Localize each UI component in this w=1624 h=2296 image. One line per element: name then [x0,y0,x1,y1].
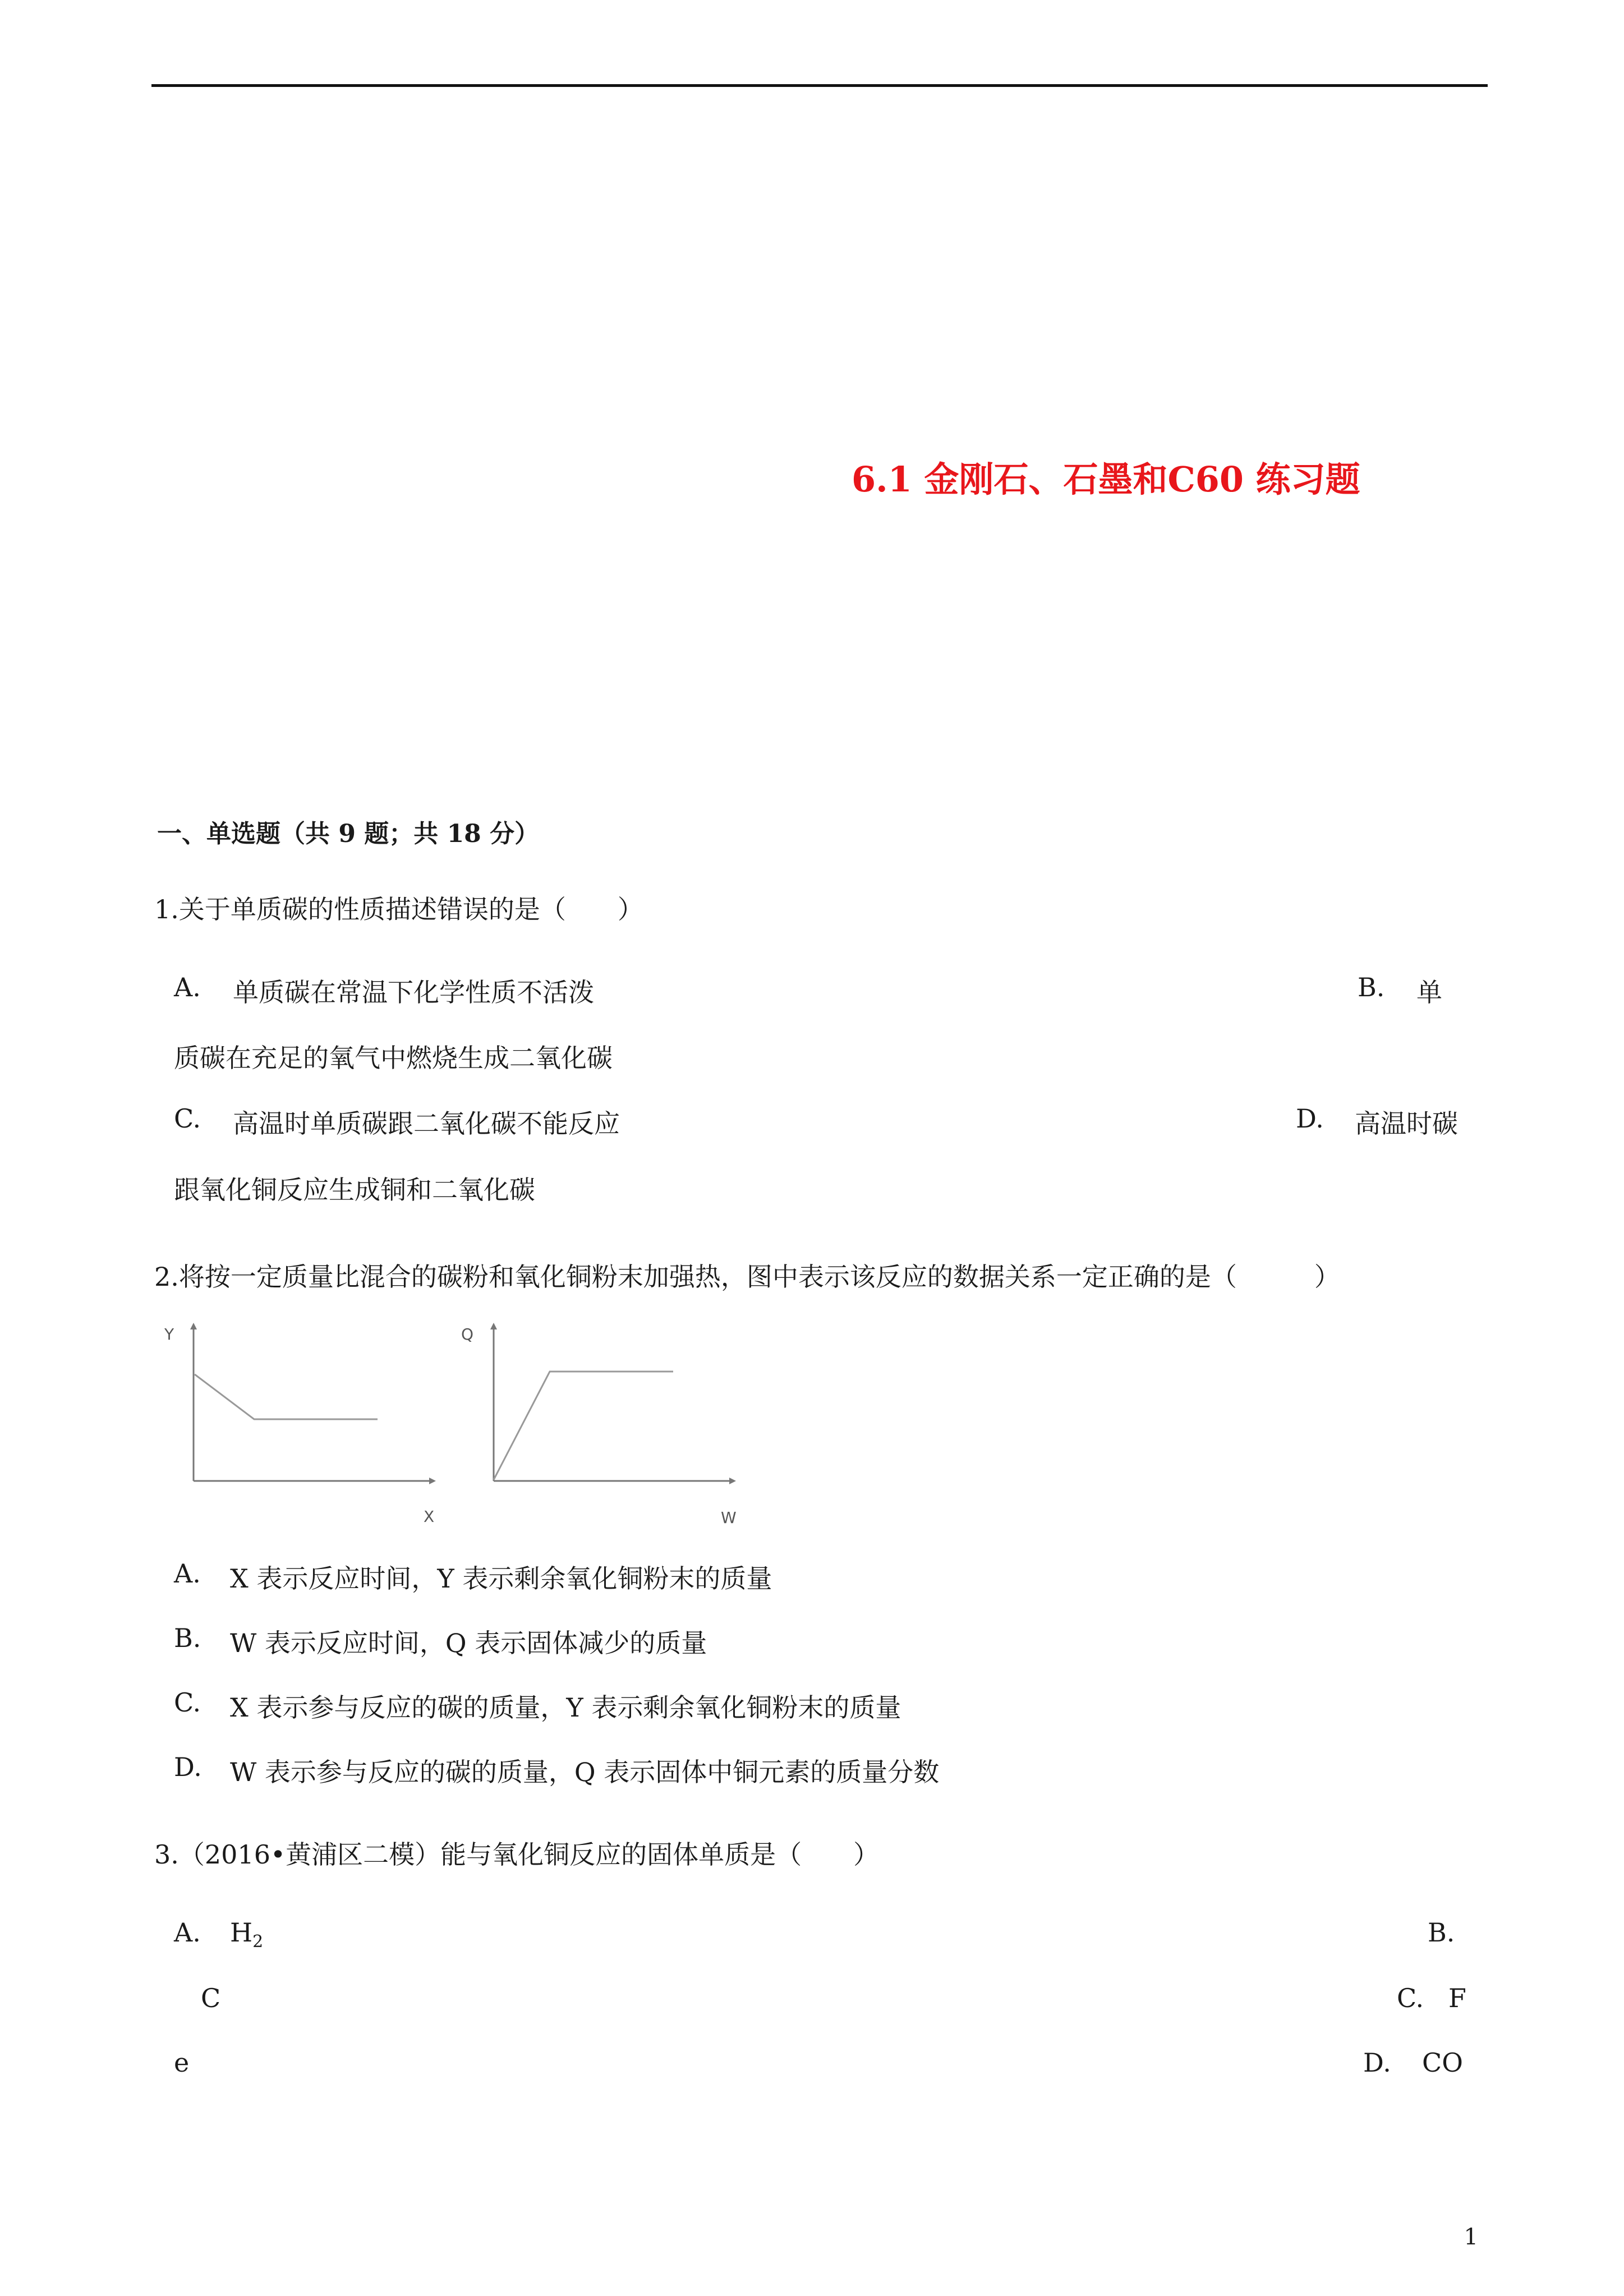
q2-option-a-letter: A. [174,1558,201,1589]
q2-option-a-text: X 表示反应时间，Y 表示剩余氧化铜粉末的质量 [230,1563,772,1594]
question-2-stem: 2.将按一定质量比混合的碳粉和氧化铜粉末加强热，图中表示该反应的数据关系一定正确的是（ ） [154,1262,1340,1292]
q2-option-c-letter: C. [174,1687,201,1718]
q2-option-d-letter: D. [174,1752,202,1782]
graph2-y-label: Q [461,1325,474,1343]
q3-option-c-letter: C. [1397,1983,1424,2013]
q3-option-b-text: C [201,1983,221,2013]
q1-option-d-text-tail: 跟氧化铜反应生成铜和二氧化碳 [174,1175,535,1205]
q1-option-b-text-tail: 质碳在充足的氧气中燃烧生成二氧化碳 [174,1043,613,1073]
graph2-x-arrow [729,1478,736,1484]
graph1-x-label: X [424,1507,435,1526]
q1-option-d-text-head: 高温时碳 [1355,1108,1458,1139]
graph-q-vs-w [454,1313,769,1537]
q1-option-b-letter: B. [1358,972,1385,1002]
section-heading: 一、单选题（共 9 题；共 18 分） [157,820,540,848]
q2-option-b-text: W 表示反应时间，Q 表示固体减少的质量 [230,1628,707,1658]
q1-option-c-letter: C. [174,1103,201,1134]
q3-option-a-subscript: 2 [252,1932,264,1952]
q3-option-c-text-head: F [1448,1983,1466,2013]
q2-option-c-text: X 表示参与反应的碳的质量，Y 表示剩余氧化铜粉末的质量 [230,1692,901,1723]
q3-option-b-letter: B. [1428,1917,1455,1948]
graph2-curve [494,1372,673,1480]
q3-option-a-text [230,1917,263,1952]
graph1-x-arrow [429,1478,436,1484]
q1-option-d-letter: D. [1296,1103,1324,1134]
q1-option-b-text-head: 单 [1416,977,1442,1007]
graph1-y-label: Y [164,1325,174,1343]
q3-option-a-letter: A. [174,1917,201,1948]
q2-option-b-letter: B. [174,1623,201,1653]
graph2-x-label: W [721,1508,737,1527]
graph2-y-arrow [490,1323,497,1329]
page-number: 1 [1464,2224,1478,2250]
q3-option-d-letter: D. [1363,2047,1391,2078]
graph-y-vs-x [160,1313,452,1537]
q1-option-c-text: 高温时单质碳跟二氧化碳不能反应 [233,1108,620,1139]
question-1-stem: 1.关于单质碳的性质描述错误的是（ ） [154,894,643,924]
question-3-stem: 3.（2016•黄浦区二模）能与氧化铜反应的固体单质是（ ） [154,1839,880,1870]
header-rule [151,84,1488,87]
q1-option-a-text: 单质碳在常温下化学性质不活泼 [233,977,594,1007]
page-title: 6.1 金刚石、石墨和C60 练习题 [852,459,1360,500]
q3-option-d-text: CO [1422,2047,1463,2078]
q2-option-d-text: W 表示参与反应的碳的质量，Q 表示固体中铜元素的质量分数 [230,1757,940,1787]
q3-option-a-main: H [230,1917,253,1948]
graph1-y-arrow [190,1323,197,1329]
q3-option-c-text-tail: e [174,2047,190,2078]
q1-option-a-letter: A. [174,972,201,1002]
graph1-curve [195,1374,378,1419]
